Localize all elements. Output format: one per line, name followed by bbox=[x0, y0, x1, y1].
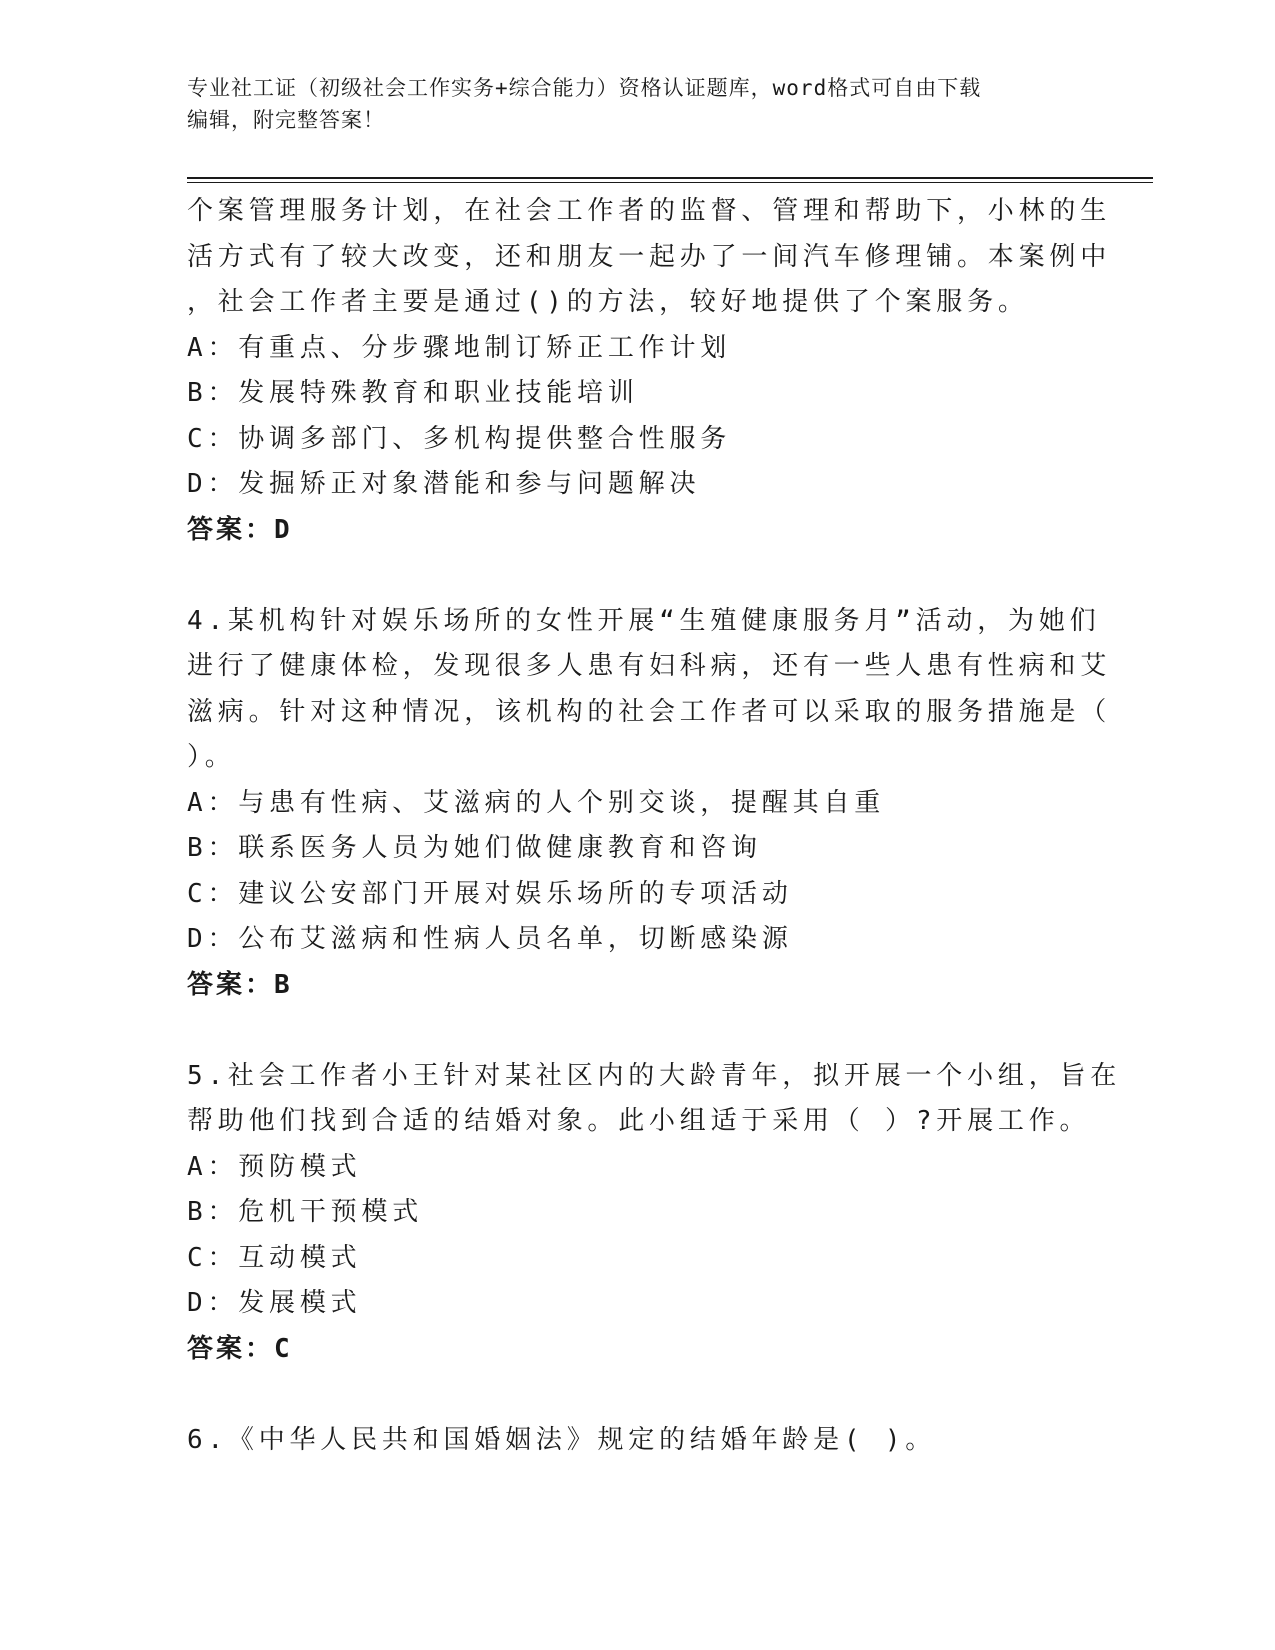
question-text-line: 活方式有了较大改变，还和朋友一起办了一间汽车修理铺。本案例中 bbox=[187, 241, 1112, 272]
option-b: B：危机干预模式 bbox=[187, 1197, 424, 1227]
question-text-line: 滋病。针对这种情况，该机构的社会工作者可以采取的服务措施是（ bbox=[187, 696, 1112, 727]
question-text-line: ）。 bbox=[187, 742, 236, 772]
option-d: D：公布艾滋病和性病人员名单，切断感染源 bbox=[187, 924, 793, 954]
question-text-line: 5.社会工作者小王针对某社区内的大龄青年，拟开展一个小组，旨在 bbox=[187, 1060, 1122, 1091]
question-text-line: 4.某机构针对娱乐场所的女性开展“生殖健康服务月”活动，为她们 bbox=[187, 605, 1101, 636]
spacer bbox=[187, 1372, 1067, 1418]
document-body bbox=[187, 189, 1122, 1463]
option-b: B：发展特殊教育和职业技能培训 bbox=[187, 378, 639, 408]
answer-line: 答案：C bbox=[187, 1333, 293, 1364]
option-a: A：预防模式 bbox=[187, 1151, 362, 1182]
option-a: A：与患有性病、艾滋病的人个别交谈，提醒其自重 bbox=[187, 787, 886, 818]
question-text-line: 帮助他们找到合适的结婚对象。此小组适于采用（ ）?开展工作。 bbox=[187, 1106, 1091, 1136]
option-c: C：协调多部门、多机构提供整合性服务 bbox=[187, 423, 732, 454]
option-d: D：发展模式 bbox=[187, 1288, 362, 1318]
answer-line: 答案：B bbox=[187, 969, 293, 1000]
option-d: D：发掘矫正对象潜能和参与问题解决 bbox=[187, 469, 701, 499]
header-divider-thin bbox=[187, 182, 1153, 183]
question-5 bbox=[187, 1054, 1122, 1373]
answer-line: 答案：D bbox=[187, 514, 293, 545]
question-text-line: ，社会工作者主要是通过()的方法，较好地提供了个案服务。 bbox=[187, 287, 1029, 317]
header-line: 专业社工证（初级社会工作实务+综合能力）资格认证题库，word格式可自由下载 bbox=[187, 76, 982, 100]
question-4 bbox=[187, 599, 1112, 1009]
question-3-tail bbox=[187, 189, 1112, 553]
question-6 bbox=[187, 1418, 1067, 1464]
spacer bbox=[187, 1008, 1067, 1054]
question-text-line: 6.《中华人民共和国婚姻法》规定的结婚年龄是( )。 bbox=[187, 1424, 937, 1455]
document-header bbox=[187, 72, 1087, 136]
spacer bbox=[187, 553, 1067, 599]
option-c: C：建议公安部门开展对娱乐场所的专项活动 bbox=[187, 878, 793, 909]
option-a: A：有重点、分步骤地制订矫正工作计划 bbox=[187, 332, 732, 363]
question-text-line: 个案管理服务计划，在社会工作者的监督、管理和帮助下，小林的生 bbox=[187, 196, 1112, 226]
header-line: 编辑，附完整答案！ bbox=[187, 108, 385, 132]
option-c: C：互动模式 bbox=[187, 1242, 362, 1273]
header-divider bbox=[187, 177, 1153, 179]
question-text-line: 进行了健康体检，发现很多人患有妇科病，还有一些人患有性病和艾 bbox=[187, 651, 1112, 681]
option-b: B：联系医务人员为她们做健康教育和咨询 bbox=[187, 833, 762, 863]
